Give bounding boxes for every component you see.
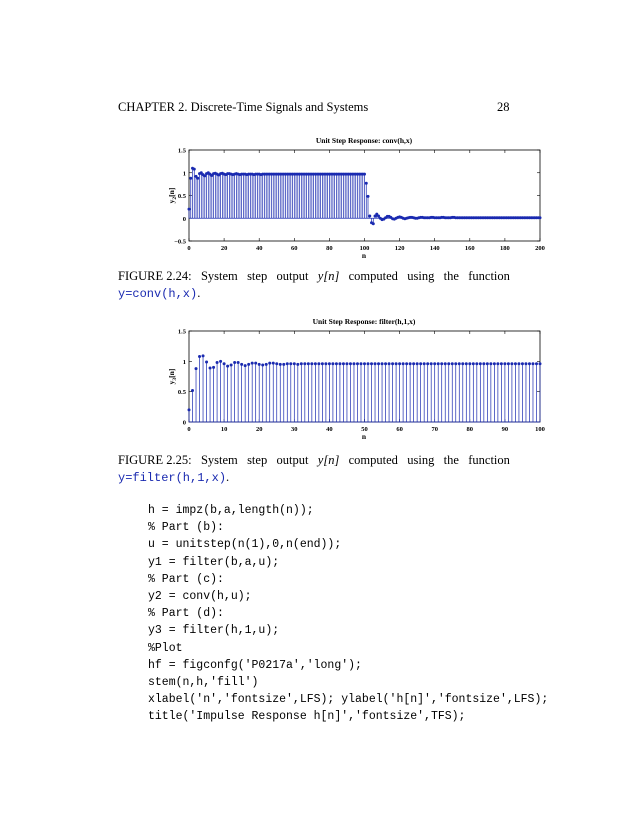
stem-marker — [405, 362, 408, 365]
code-line: title('Impulse Response h[n]','fontsize',TFS); — [148, 710, 466, 724]
stem-marker — [300, 362, 303, 365]
stem-marker — [365, 182, 368, 185]
stem-marker — [412, 362, 415, 365]
stem-marker — [419, 362, 422, 365]
x-tick-label: 0 — [187, 426, 191, 433]
stem-marker — [307, 362, 310, 365]
stem-marker — [409, 362, 412, 365]
stem-marker — [226, 365, 229, 368]
stem-marker — [293, 362, 296, 365]
stem-marker — [212, 366, 215, 369]
stem-marker — [391, 362, 394, 365]
code-line: u = unitstep(n(1),0,n(end)); — [148, 538, 342, 552]
figure-2-25-chart — [0, 313, 638, 448]
stem-marker — [209, 367, 212, 370]
stem-marker — [251, 362, 254, 365]
stem-marker — [500, 362, 503, 365]
stem-marker — [352, 362, 355, 365]
x-tick-label: 100 — [535, 426, 545, 433]
stem-marker — [539, 362, 542, 365]
stem-marker — [265, 363, 268, 366]
x-tick-label: 10 — [220, 426, 228, 433]
stem-marker — [374, 362, 377, 365]
stem-marker — [359, 362, 362, 365]
stem-marker — [286, 362, 289, 365]
caption-math: y[n] — [317, 453, 340, 467]
stem-marker — [314, 362, 317, 365]
stem-marker — [370, 362, 373, 365]
y-axis-label: $y_3[n]$ — [167, 368, 178, 385]
y-axis-label: $y_2[n]$ — [167, 187, 178, 204]
stem-marker — [261, 363, 264, 366]
page-number: 28 — [497, 100, 510, 114]
stem-series — [188, 167, 542, 226]
stem-marker — [296, 363, 299, 366]
stem-marker — [368, 214, 371, 217]
caption-math: y[n] — [317, 269, 340, 283]
stem-marker — [335, 362, 338, 365]
stem-marker — [338, 362, 341, 365]
stem-marker — [444, 362, 447, 365]
chart-title: Unit Step Response: filter(h,1,x) — [312, 317, 416, 326]
stem-marker — [517, 362, 520, 365]
x-tick-label: 80 — [466, 426, 474, 433]
code-line: h = impz(b,a,length(n)); — [148, 504, 314, 517]
code-line: % Part (c): — [148, 572, 224, 586]
stem-marker — [188, 408, 191, 411]
figure-2-24-chart — [0, 128, 638, 263]
x-tick-label: 20 — [220, 245, 228, 252]
code-line: %Plot — [148, 641, 183, 655]
stem-marker — [503, 362, 506, 365]
stem-marker — [328, 362, 331, 365]
y-tick-label: 0.5 — [177, 389, 186, 397]
stem-marker — [388, 362, 391, 365]
stem-marker — [324, 362, 327, 365]
caption-code: y=filter(h,1,x) — [118, 471, 227, 485]
stem-marker — [430, 362, 433, 365]
x-tick-label: 30 — [291, 426, 298, 433]
stem-marker — [377, 362, 380, 365]
code-line: % Part (b): — [148, 521, 224, 535]
stem-marker — [188, 208, 191, 211]
stem-marker — [475, 362, 478, 365]
stem-marker — [310, 362, 313, 365]
stem-marker — [363, 362, 366, 365]
stem-marker — [395, 362, 398, 365]
x-tick-label: 200 — [535, 245, 545, 252]
x-axis-label: n — [361, 432, 367, 441]
x-tick-label: 100 — [359, 245, 370, 252]
caption-label: FIGURE 2.25: — [118, 453, 192, 467]
x-ticks — [187, 331, 545, 433]
running-head: CHAPTER 2. Discrete-Time Signals and Systems — [118, 100, 369, 114]
y-tick-label: 0 — [182, 215, 186, 223]
x-tick-label: 90 — [501, 426, 509, 433]
stem-marker — [493, 362, 496, 365]
stem-marker — [482, 362, 485, 365]
stem-marker — [356, 362, 359, 365]
stem-marker — [233, 361, 236, 364]
stem-marker — [402, 362, 405, 365]
stem-marker — [230, 363, 233, 366]
stem-marker — [331, 362, 334, 365]
y-ticks — [178, 329, 540, 427]
y-tick-label: 1.5 — [177, 147, 186, 155]
stem-marker — [423, 362, 426, 365]
stem-marker — [202, 354, 205, 357]
stem-marker — [279, 363, 282, 366]
x-tick-label: 80 — [326, 245, 333, 252]
stem-marker — [275, 362, 278, 365]
stem-marker — [268, 362, 271, 365]
stem-marker — [489, 362, 492, 365]
x-tick-label: 60 — [396, 426, 403, 433]
stem-marker — [398, 362, 401, 365]
x-tick-label: 0 — [187, 245, 191, 252]
stem-marker — [372, 222, 375, 225]
stem-marker — [461, 362, 464, 365]
stem-marker — [524, 362, 527, 365]
stem-marker — [528, 362, 531, 365]
stem-marker — [363, 173, 366, 176]
stem-marker — [531, 362, 534, 365]
stem-marker — [223, 362, 226, 365]
y-tick-label: −0.5 — [174, 238, 186, 246]
stem-marker — [384, 362, 387, 365]
stem-marker — [458, 362, 461, 365]
figure-2-25-caption: FIGURE 2.25: System step output y[n] computed using the function y=filter(h,1,x). — [118, 453, 510, 485]
stem-marker — [367, 195, 370, 198]
stem-marker — [521, 362, 524, 365]
stem-marker — [282, 363, 285, 366]
stem-marker — [303, 362, 306, 365]
code-line: hf = figconfg('P0217a','long'); — [148, 658, 362, 672]
caption-code: y=conv(h,x) — [118, 287, 198, 301]
stem-series — [188, 354, 542, 422]
stem-marker — [237, 361, 240, 364]
code-line: xlabel('n','fontsize',LFS); ylabel('h[n]','fontsize',LFS); — [148, 693, 549, 707]
stem-marker — [345, 362, 348, 365]
stem-marker — [272, 362, 275, 365]
x-tick-label: 20 — [255, 426, 263, 433]
stem-marker — [465, 362, 468, 365]
code-line: y3 = filter(h,1,u); — [148, 624, 280, 638]
stem-marker — [468, 362, 471, 365]
stem-marker — [191, 389, 194, 392]
x-tick-label: 160 — [464, 245, 475, 252]
y-tick-label: 1 — [182, 358, 186, 366]
y-tick-label: 1 — [182, 170, 186, 178]
code-line: y2 = conv(h,u); — [148, 590, 252, 604]
stem-marker — [454, 362, 457, 365]
x-tick-label: 50 — [361, 426, 368, 433]
stem-marker — [447, 362, 450, 365]
stem-marker — [195, 367, 198, 370]
stem-marker — [240, 363, 243, 366]
stem-marker — [367, 362, 370, 365]
stem-marker — [254, 362, 257, 365]
chart-title: Unit Step Response: conv(h,x) — [315, 136, 413, 145]
stem-marker — [196, 177, 199, 180]
code-line: stem(n,h,'fill') — [148, 676, 259, 690]
stem-marker — [216, 361, 219, 364]
figure-2-24-caption: FIGURE 2.24: System step output y[n] computed using the function y=conv(h,x). — [118, 269, 510, 301]
stem-marker — [205, 360, 208, 363]
stem-marker — [247, 363, 250, 366]
caption-label: FIGURE 2.24: — [118, 269, 192, 283]
stem-marker — [539, 216, 542, 219]
stem-marker — [426, 362, 429, 365]
stem-marker — [514, 362, 517, 365]
stem-marker — [433, 362, 436, 365]
stem-marker — [440, 362, 443, 365]
x-tick-label: 70 — [431, 426, 438, 433]
stem-marker — [321, 362, 324, 365]
stem-marker — [219, 360, 222, 363]
x-tick-label: 40 — [255, 245, 263, 252]
stem-marker — [349, 362, 352, 365]
x-tick-label: 140 — [429, 245, 440, 252]
matlab-code-block — [148, 502, 548, 726]
stem-marker — [472, 362, 475, 365]
x-tick-label: 60 — [291, 245, 298, 252]
stem-marker — [416, 362, 419, 365]
stem-marker — [479, 362, 482, 365]
stem-marker — [244, 364, 247, 367]
stem-marker — [189, 177, 192, 180]
stem-marker — [507, 362, 510, 365]
code-line: % Part (d): — [148, 607, 224, 621]
stem-marker — [342, 362, 345, 365]
stem-marker — [381, 362, 384, 365]
x-tick-label: 180 — [500, 245, 510, 252]
x-axis-label: n — [361, 251, 367, 260]
y-tick-label: 0.5 — [177, 193, 186, 200]
stem-marker — [193, 168, 196, 171]
stem-marker — [496, 362, 499, 365]
x-tick-label: 40 — [326, 426, 333, 433]
stem-marker — [258, 363, 261, 366]
stem-marker — [486, 362, 489, 365]
stem-marker — [198, 355, 201, 358]
y-tick-label: 0 — [182, 419, 186, 427]
stem-marker — [437, 362, 440, 365]
stem-marker — [535, 362, 538, 365]
code-line: y1 = filter(b,a,u); — [148, 555, 280, 569]
x-tick-label: 120 — [394, 245, 405, 252]
y-tick-label: 1.5 — [177, 328, 186, 336]
stem-marker — [317, 362, 320, 365]
stem-marker — [451, 362, 454, 365]
stem-marker — [289, 362, 292, 365]
stem-marker — [510, 362, 513, 365]
